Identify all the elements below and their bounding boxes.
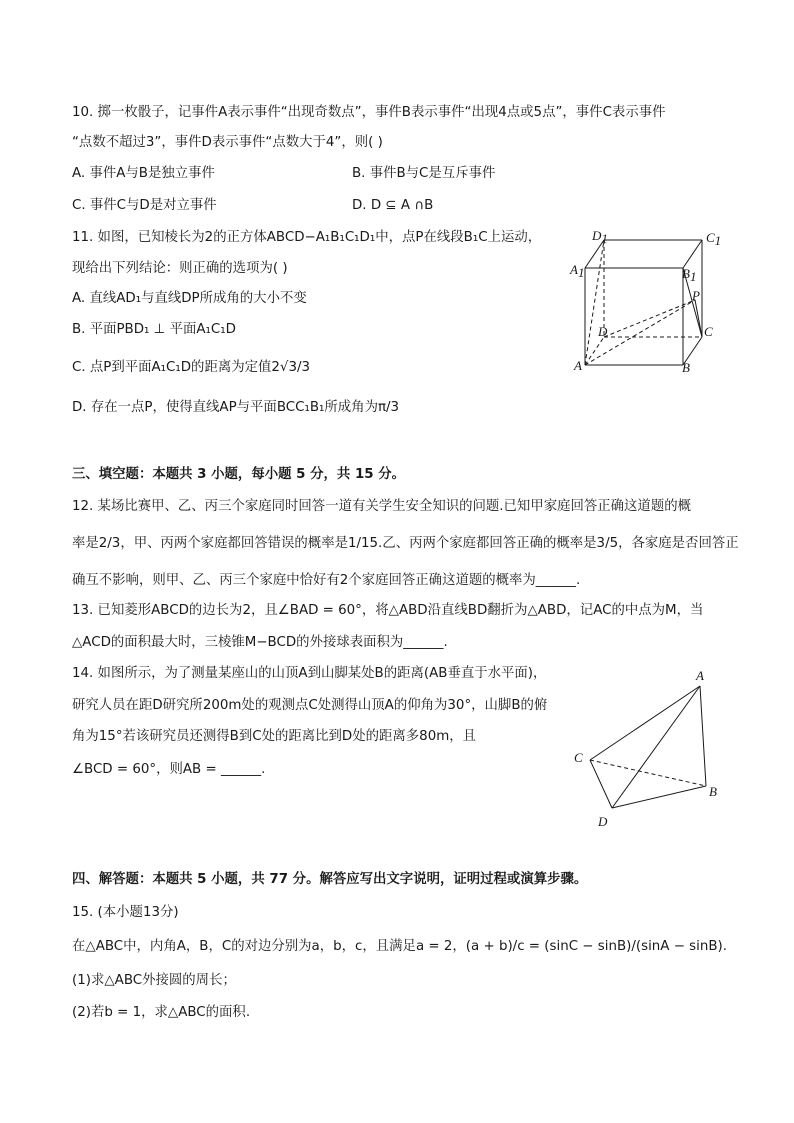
vertex-B-label: B [682,360,690,375]
q11-stem-line1: 11. 如图，已知棱长为2的正方体ABCD−A₁B₁C₁D₁中，点P在线段B₁C上运动， [72,230,542,245]
q12-stem-line2: 率是2/3，甲、丙两个家庭都回答错误的概率是1/15.乙、丙两个家庭都回答正确的概率是3/5，各家庭是否回答正 [72,536,739,551]
vertex-D1-subscript: 1 [601,231,608,246]
q13-stem-line2: △ACD的面积最大时，三棱锥M−BCD的外接球表面积为______. [72,635,448,650]
point-A-label: A [696,668,704,683]
q14-stem-line2: 研究人员在距D研究所200m处的观测点C处测得山顶A的仰角为30°，山脚B的俯 [72,698,548,713]
q10-option-d: D. D ⊆ A ∩B [352,198,434,213]
q14-stem-line4: ∠BCD = 60°，则AB = ______. [72,762,266,777]
q15-header: 15. (本小题13分) [72,905,179,920]
q11-stem-line2: 现给出下列结论：则正确的选项为( ) [72,261,288,276]
vertex-C1-label: C1 [706,230,722,248]
q13-stem-line1: 13. 已知菱形ABCD的边长为2，且∠BAD = 60°，将△ABD沿直线BD翻折为△ABD，记AC的中点为M，当 [72,603,704,618]
point-P-label: P [692,288,700,303]
point-D-label: D [598,814,608,829]
vertex-A1-label: A1 [570,262,585,280]
vertex-D-label: D [598,324,608,339]
q15-part2: (2)若b = 1，求△ABC的面积. [72,1005,251,1020]
section-4-title: 四、解答题：本题共 5 小题，共 77 分。解答应写出文字说明，证明过程或演算步骤。 [72,872,588,887]
q10-option-a: A. 事件A与B是独立事件 [72,166,215,181]
section-3-title: 三、填空题：本题共 3 小题，每小题 5 分，共 15 分。 [72,467,406,482]
vertex-B1-label: B1 [682,266,697,284]
q14-stem-line1: 14. 如图所示，为了测量某座山的山顶A到山脚某处B的距离(AB垂直于水平面)， [72,666,547,681]
vertex-A-label: A [574,358,582,373]
vertex-B1-subscript: 1 [689,269,697,284]
vertex-D1-label: D1 [592,228,608,246]
point-C-label: C [574,750,583,765]
q12-stem-line1: 12. 某场比赛甲、乙、丙三个家庭同时回答一道有关学生安全知识的问题.已知甲家庭回答正确这道题的概 [72,499,691,514]
vertex-A1-subscript: 1 [577,265,585,280]
q15-stem: 在△ABC中，内角A，B，C的对边分别为a，b，c，且满足a = 2，(a + b)/c = (sinC − sinB)/(sinA − sinB). [72,939,728,954]
q15-part1: (1)求△ABC外接圆的周长； [72,973,236,988]
vertex-C-label: C [704,324,713,339]
q10-option-b: B. 事件B与C是互斥事件 [352,166,496,181]
q11-option-d: D. 存在一点P，使得直线AP与平面BCC₁B₁所成角为π/3 [72,400,400,415]
q10-stem-line1: 10. 掷一枚骰子，记事件A表示事件“出现奇数点”，事件B表示事件“出现4点或5点”，事件C表示事件 [72,105,666,120]
q10-option-c: C. 事件C与D是对立事件 [72,198,217,213]
cube-figure [560,222,740,382]
q10-stem-line2: “点数不超过3”，事件D表示事件“点数大于4”，则( ) [72,135,383,150]
mountain-figure [562,662,732,834]
vertex-C1-subscript: 1 [714,233,722,248]
q12-stem-line3: 确互不影响，则甲、乙、丙三个家庭中恰好有2个家庭回答正确这道题的概率为______. [72,573,581,588]
q11-option-b: B. 平面PBD₁ ⊥ 平面A₁C₁D [72,322,236,337]
q11-option-a: A. 直线AD₁与直线DP所成角的大小不变 [72,291,307,306]
point-B-label: B [709,784,717,799]
q14-stem-line3: 角为15°若该研究员还测得B到C处的距离比到D处的距离多80m，且 [72,729,477,744]
q11-option-c: C. 点P到平面A₁C₁D的距离为定值2√3/3 [72,360,311,375]
